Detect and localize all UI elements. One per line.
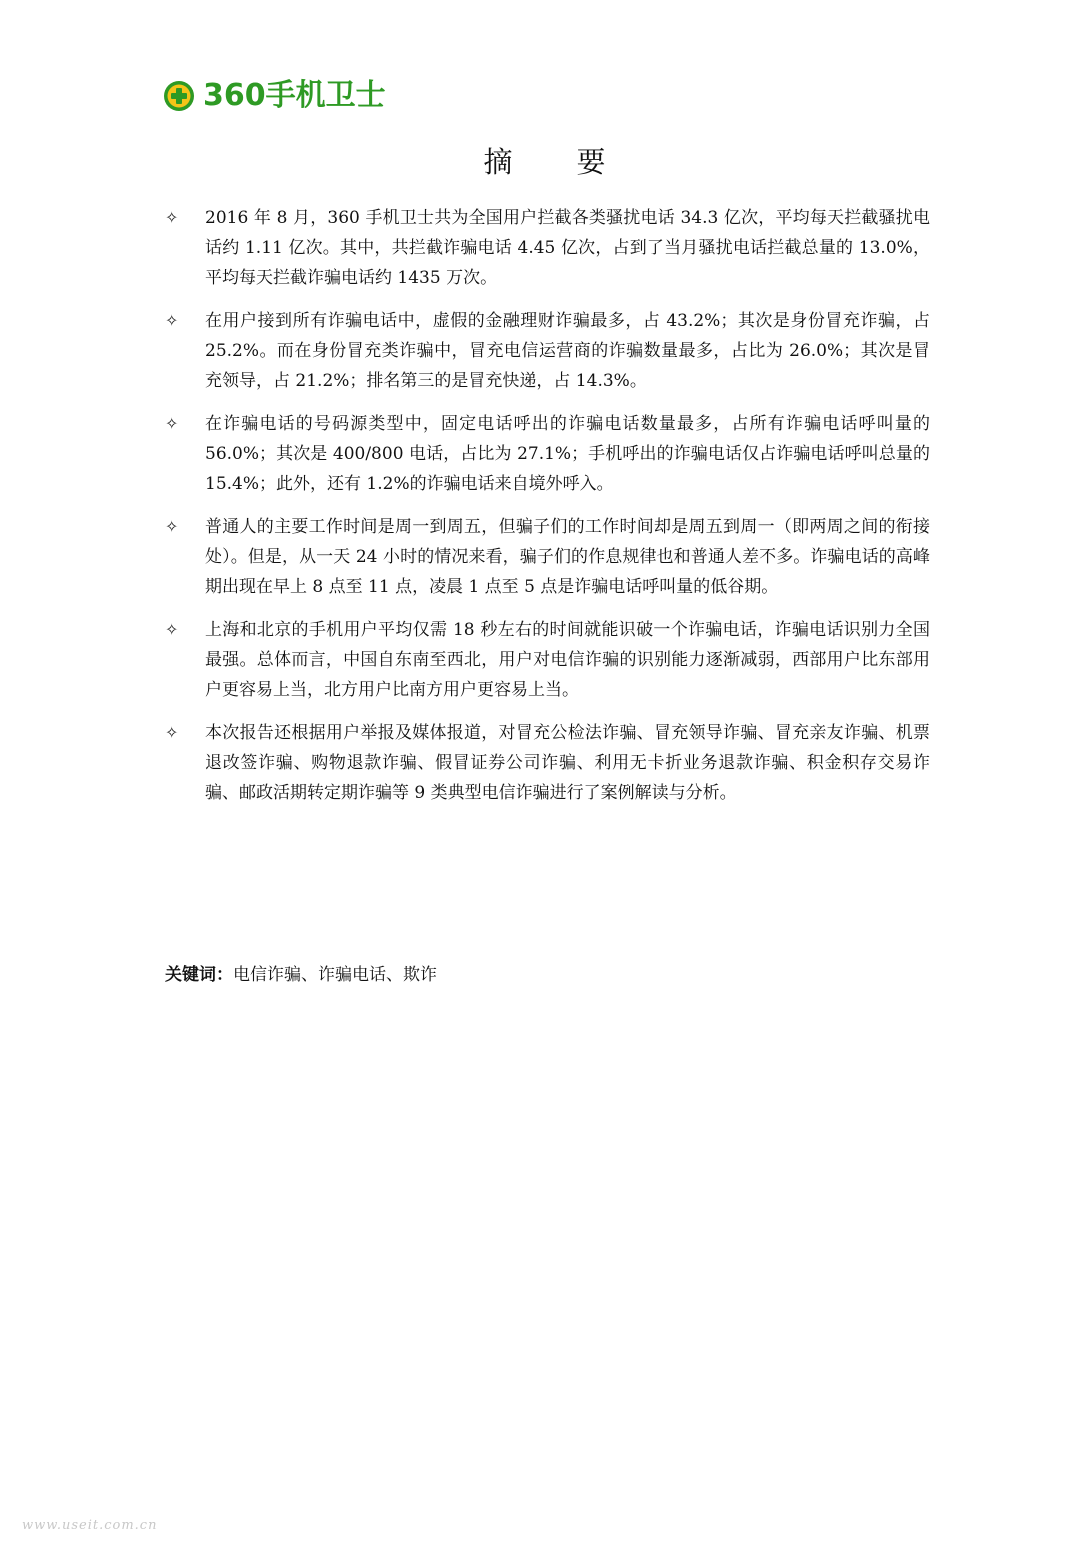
diamond-star-icon: ✧ (165, 208, 179, 227)
list-item (165, 512, 930, 602)
plus-shield-icon (163, 80, 195, 112)
bullet-text: 在诈骗电话的号码源类型中，固定电话呼出的诈骗电话数量最多，占所有诈骗电话呼叫量的 56.0%；其次是 400/800 电话，占比为 27.1%；手机呼出的诈骗电话仅占诈骗电话呼叫总量的 15.4%；此外，还有 1.2%的诈骗电话来自境外呼入。 (205, 414, 930, 494)
keywords-label: 关键词： (165, 965, 233, 985)
summary-list (165, 203, 930, 821)
keywords-value: 电信诈骗、诈骗电话、欺诈 (233, 965, 437, 985)
bullet-text: 2016 年 8 月，360 手机卫士共为全国用户拦截各类骚扰电话 34.3 亿次，平均每天拦截骚扰电话约 1.11 亿次。其中，共拦截诈骗电话 4.45 亿次，占到了当月骚扰电话拦截总量的 13.0%，平均每天拦截诈骗电话约 1435 万次。 (205, 208, 930, 288)
list-item (165, 409, 930, 499)
list-item (165, 203, 930, 293)
bullet-text: 在用户接到所有诈骗电话中，虚假的金融理财诈骗最多，占 43.2%；其次是身份冒充诈骗，占 25.2%。而在身份冒充类诈骗中，冒充电信运营商的诈骗数量最多，占比为 26.0%；其次是冒充领导，占 21.2%；排名第三的是冒充快递，占 14.3%。 (205, 311, 930, 391)
diamond-star-icon: ✧ (165, 620, 179, 639)
watermark: www.useit.com.cn (22, 1518, 158, 1533)
page-title: 摘 要 (483, 145, 608, 179)
logo-text: 360手机卫士 (203, 78, 386, 113)
bullet-text: 本次报告还根据用户举报及媒体报道，对冒充公检法诈骗、冒充领导诈骗、冒充亲友诈骗、机票退改签诈骗、购物退款诈骗、假冒证券公司诈骗、利用无卡折业务退款诈骗、积金积存交易诈骗、邮政活期转定期诈骗等 9 类典型电信诈骗进行了案例解读与分析。 (205, 723, 930, 803)
bullet-text: 上海和北京的手机用户平均仅需 18 秒左右的时间就能识破一个诈骗电话，诈骗电话识别力全国最强。总体而言，中国自东南至西北，用户对电信诈骗的识别能力逐渐减弱，西部用户比东部用户更容易上当，北方用户比南方用户更容易上当。 (205, 620, 930, 700)
list-item (165, 615, 930, 705)
bullet-text: 普通人的主要工作时间是周一到周五，但骗子们的工作时间却是周五到周一（即两周之间的衔接处）。但是，从一天 24 小时的情况来看，骗子们的作息规律也和普通人差不多。诈骗电话的高峰期出现在早上 8 点至 11 点，凌晨 1 点至 5 点是诈骗电话呼叫量的低谷期。 (205, 517, 930, 597)
diamond-star-icon: ✧ (165, 723, 179, 742)
list-item (165, 718, 930, 808)
diamond-star-icon: ✧ (165, 311, 179, 330)
keywords-line (165, 960, 437, 990)
diamond-star-icon: ✧ (165, 517, 179, 536)
brand-logo (163, 78, 386, 114)
list-item (165, 306, 930, 396)
diamond-star-icon: ✧ (165, 414, 179, 433)
